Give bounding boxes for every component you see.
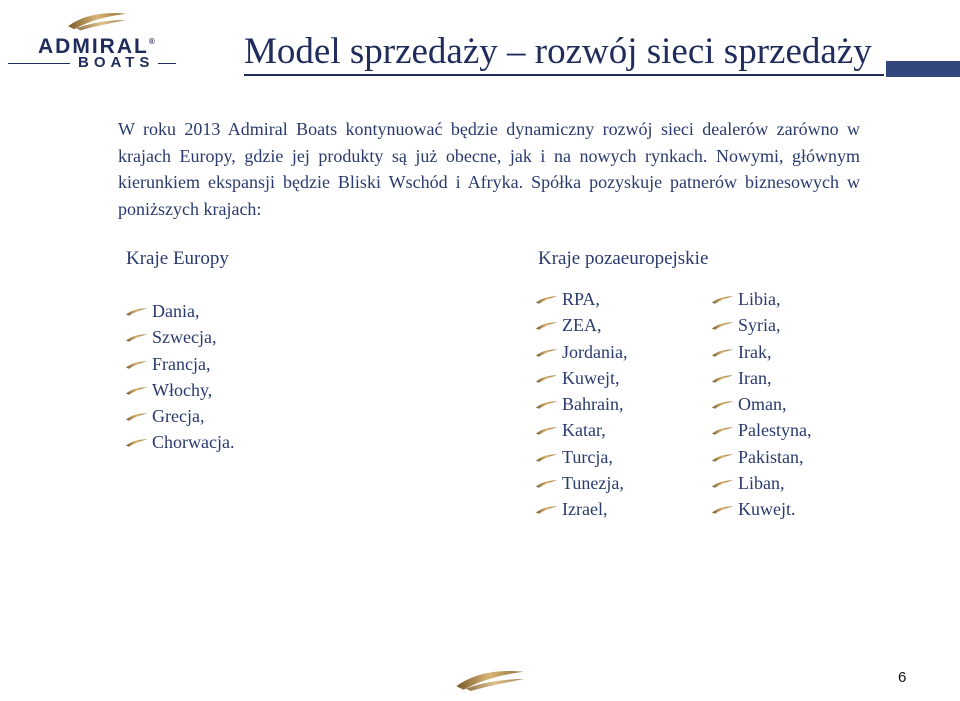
list-item: Pakistan, <box>712 444 812 470</box>
page-number: 6 <box>898 669 907 686</box>
non-europe-heading: Kraje pozaeuropejskie <box>538 248 709 269</box>
list-item: Włochy, <box>126 377 234 403</box>
gold-swoosh-icon <box>536 453 557 462</box>
gold-swoosh-icon <box>536 505 557 514</box>
list-item: Chorwacja. <box>126 429 234 455</box>
list-item: Kuwejt, <box>536 365 627 391</box>
gold-swoosh-icon <box>712 321 733 330</box>
gold-swoosh-icon <box>536 400 557 409</box>
gold-swoosh-icon <box>712 505 733 514</box>
list-item: Katar, <box>536 417 627 443</box>
page-title: Model sprzedaży – rozwój sieci sprzedaży <box>244 31 872 72</box>
list-item: Francja, <box>126 351 234 377</box>
list-item: Irak, <box>712 339 812 365</box>
gold-swoosh-icon <box>126 333 147 342</box>
title-underline <box>244 74 884 76</box>
gold-swoosh-icon <box>712 374 733 383</box>
logo-line-right <box>158 63 176 64</box>
gold-swoosh-icon <box>126 438 147 447</box>
intro-paragraph: W roku 2013 Admiral Boats kontynuować będzie dynamiczny rozwój sieci dealerów zarówno w krajach Europy, gdzie jej produkty są już obecne, jak i na nowych rynkach. Nowymi, głównym kierunkiem ekspansji będzie Bliski Wschód i Afryka. Spółka pozyskuje patnerów biznesowych w poniższych krajach: <box>118 119 860 219</box>
gold-swoosh-icon <box>712 453 733 462</box>
gold-swoosh-icon <box>536 348 557 357</box>
list-item: Dania, <box>126 298 234 324</box>
list-item: Syria, <box>712 312 812 338</box>
europe-list <box>126 298 234 456</box>
gold-swoosh-icon <box>536 479 557 488</box>
list-item: Szwecja, <box>126 324 234 350</box>
footer-swoosh-icon <box>454 665 526 693</box>
gold-swoosh-icon <box>126 386 147 395</box>
europe-heading: Kraje Europy <box>126 248 229 269</box>
gold-swoosh-icon <box>536 426 557 435</box>
gold-swoosh-icon <box>126 412 147 421</box>
list-item: RPA, <box>536 286 627 312</box>
gold-swoosh-icon <box>126 307 147 316</box>
gold-swoosh-icon <box>126 360 147 369</box>
title-accent-bar <box>886 61 960 77</box>
logo-wordmark: ADMIRAL® <box>38 35 155 58</box>
admiral-swoosh-icon <box>66 8 128 32</box>
list-item: Iran, <box>712 365 812 391</box>
gold-swoosh-icon <box>712 426 733 435</box>
gold-swoosh-icon <box>536 321 557 330</box>
list-item: Turcja, <box>536 444 627 470</box>
gold-swoosh-icon <box>712 400 733 409</box>
list-item: Libia, <box>712 286 812 312</box>
non-europe-list-1 <box>536 286 627 523</box>
gold-swoosh-icon <box>712 348 733 357</box>
gold-swoosh-icon <box>712 295 733 304</box>
list-item: Izrael, <box>536 496 627 522</box>
gold-swoosh-icon <box>712 479 733 488</box>
list-item: Jordania, <box>536 339 627 365</box>
list-item: Palestyna, <box>712 417 812 443</box>
logo-subword: BOATS <box>78 54 155 71</box>
list-item: Oman, <box>712 391 812 417</box>
list-item: Kuwejt. <box>712 496 812 522</box>
list-item: Bahrain, <box>536 391 627 417</box>
list-item: Grecja, <box>126 403 234 429</box>
list-item: Liban, <box>712 470 812 496</box>
list-item: Tunezja, <box>536 470 627 496</box>
gold-swoosh-icon <box>536 295 557 304</box>
admiral-boats-logo <box>8 4 188 74</box>
logo-line-left <box>8 63 70 64</box>
gold-swoosh-icon <box>536 374 557 383</box>
list-item: ZEA, <box>536 312 627 338</box>
non-europe-list-2 <box>712 286 812 523</box>
